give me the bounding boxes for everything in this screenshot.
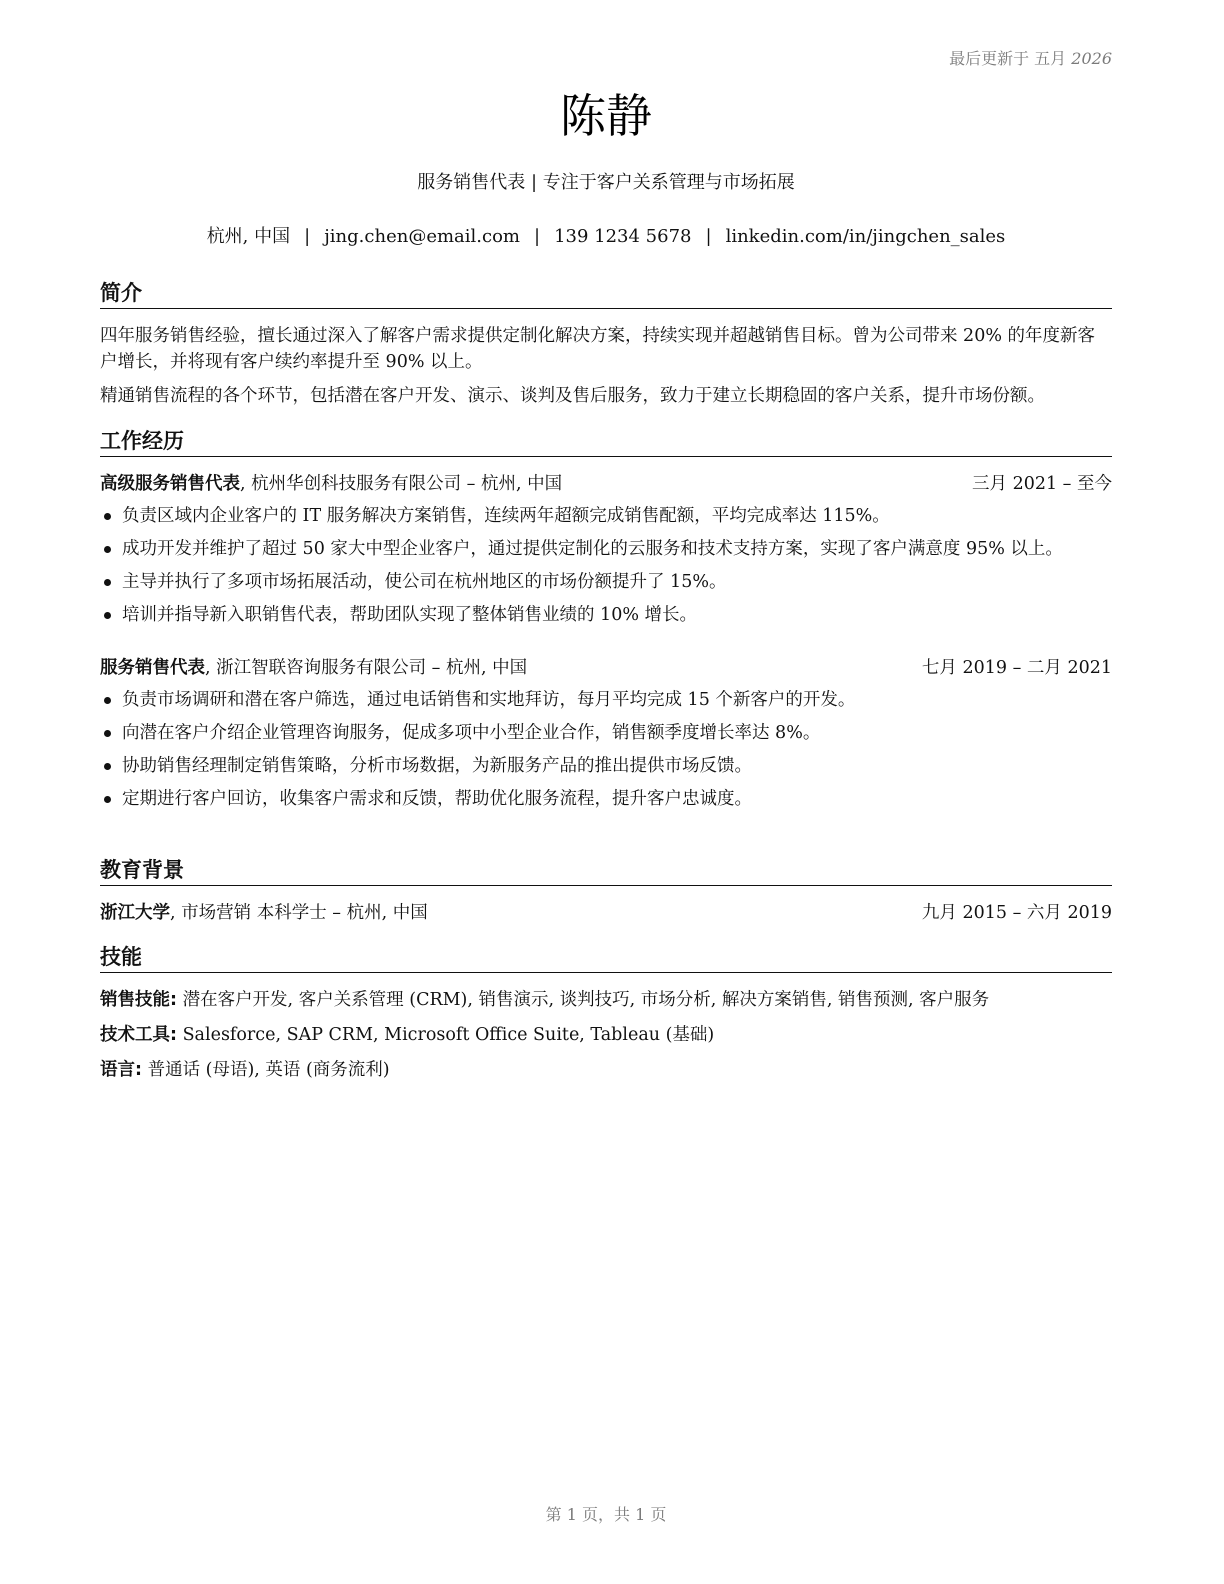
summary-paragraph: 四年服务销售经验，擅长通过深入了解客户需求提供定制化解决方案，持续实现并超越销售目标。曾为公司带来 20% 的年度新客户增长，并将现有客户续约率提升至 90% 以上。 — [100, 326, 1096, 372]
section-title-summary: 简介 — [100, 278, 1112, 309]
last-updated — [949, 46, 1112, 69]
last-updated-year: 2026 — [1071, 49, 1112, 68]
job-bullet: 协助销售经理制定销售策略，分析市场数据，为新服务产品的推出提供市场反馈。 — [100, 753, 1112, 779]
contact-separator: | — [304, 226, 311, 247]
job-bullets — [100, 503, 1112, 628]
job-date: 三月 2021 – 至今 — [972, 474, 1112, 494]
job-bullet: 定期进行客户回访，收集客户需求和反馈，帮助优化服务流程，提升客户忠诚度。 — [100, 786, 1112, 812]
job-role: 高级服务销售代表 — [100, 474, 240, 494]
skill-label: 技术工具: — [100, 1025, 177, 1045]
job-role: 服务销售代表 — [100, 658, 205, 678]
job-bullet: 主导并执行了多项市场拓展活动，使公司在杭州地区的市场份额提升了 15%。 — [100, 569, 1112, 595]
section-title-skills: 技能 — [100, 942, 1112, 973]
section-title-experience: 工作经历 — [100, 426, 1112, 457]
summary-paragraph: 精通销售流程的各个环节，包括潜在客户开发、演示、谈判及售后服务，致力于建立长期稳固的客户关系，提升市场份额。 — [100, 386, 1045, 406]
skill-value: 潜在客户开发, 客户关系管理 (CRM), 销售演示, 谈判技巧, 市场分析, 解决方案销售, 销售预测, 客户服务 — [177, 990, 990, 1010]
contact-separator: | — [705, 226, 712, 247]
job-bullets — [100, 687, 1112, 812]
job-org: , 杭州华创科技服务有限公司 – 杭州, 中国 — [240, 474, 563, 494]
job-bullet: 向潜在客户介绍企业管理咨询服务，促成多项中小型企业合作，销售额季度增长率达 8%。 — [100, 720, 1112, 746]
contact-line — [100, 224, 1112, 250]
job-date: 七月 2019 – 二月 2021 — [921, 658, 1112, 678]
summary-section — [100, 278, 1112, 409]
contact-separator: | — [534, 226, 541, 247]
job-header — [100, 655, 1112, 681]
skill-line — [100, 1022, 1112, 1048]
school-name: 浙江大学 — [100, 903, 170, 923]
skill-line — [100, 987, 1112, 1013]
candidate-name: 陈静 — [560, 89, 652, 143]
education-date: 九月 2015 – 六月 2019 — [921, 903, 1112, 923]
experience-section — [100, 426, 1112, 812]
job-header — [100, 471, 1112, 497]
page-number: 第 1 页，共 1 页 — [545, 1505, 667, 1524]
section-title-education: 教育背景 — [100, 855, 1112, 886]
resume-page — [100, 0, 1112, 1584]
education-section — [100, 855, 1112, 926]
contact-email[interactable]: jing.chen@email.com — [324, 226, 520, 247]
job-bullet: 成功开发并维护了超过 50 家大中型企业客户，通过提供定制化的云服务和技术支持方案，实现了客户满意度 95% 以上。 — [100, 536, 1112, 562]
contact-linkedin[interactable]: linkedin.com/in/jingchen_sales — [725, 226, 1006, 247]
skill-label: 语言: — [100, 1060, 142, 1080]
skill-line — [100, 1057, 1112, 1083]
job-bullet: 负责区域内企业客户的 IT 服务解决方案销售，连续两年超额完成销售配额，平均完成率达 115%。 — [100, 503, 1112, 529]
skill-value: 普通话 (母语), 英语 (商务流利) — [142, 1060, 390, 1080]
skill-value: Salesforce, SAP CRM, Microsoft Office Suite, Tableau (基础) — [177, 1025, 715, 1045]
job-bullet: 培训并指导新入职销售代表，帮助团队实现了整体销售业绩的 10% 增长。 — [100, 602, 1112, 628]
degree-detail: , 市场营销 本科学士 – 杭州, 中国 — [170, 903, 428, 923]
tagline: 服务销售代表 | 专注于客户关系管理与市场拓展 — [417, 172, 795, 193]
contact-location: 杭州, 中国 — [206, 226, 291, 247]
job-bullet: 负责市场调研和潜在客户筛选，通过电话销售和实地拜访，每月平均完成 15 个新客户的开发。 — [100, 687, 1112, 713]
job-org: , 浙江智联咨询服务有限公司 – 杭州, 中国 — [205, 658, 528, 678]
education-entry — [100, 900, 1112, 926]
last-updated-label: 最后更新于 五月 — [949, 49, 1067, 68]
skills-section — [100, 942, 1112, 1083]
skill-label: 销售技能: — [100, 990, 177, 1010]
contact-phone: 139 1234 5678 — [554, 226, 692, 247]
